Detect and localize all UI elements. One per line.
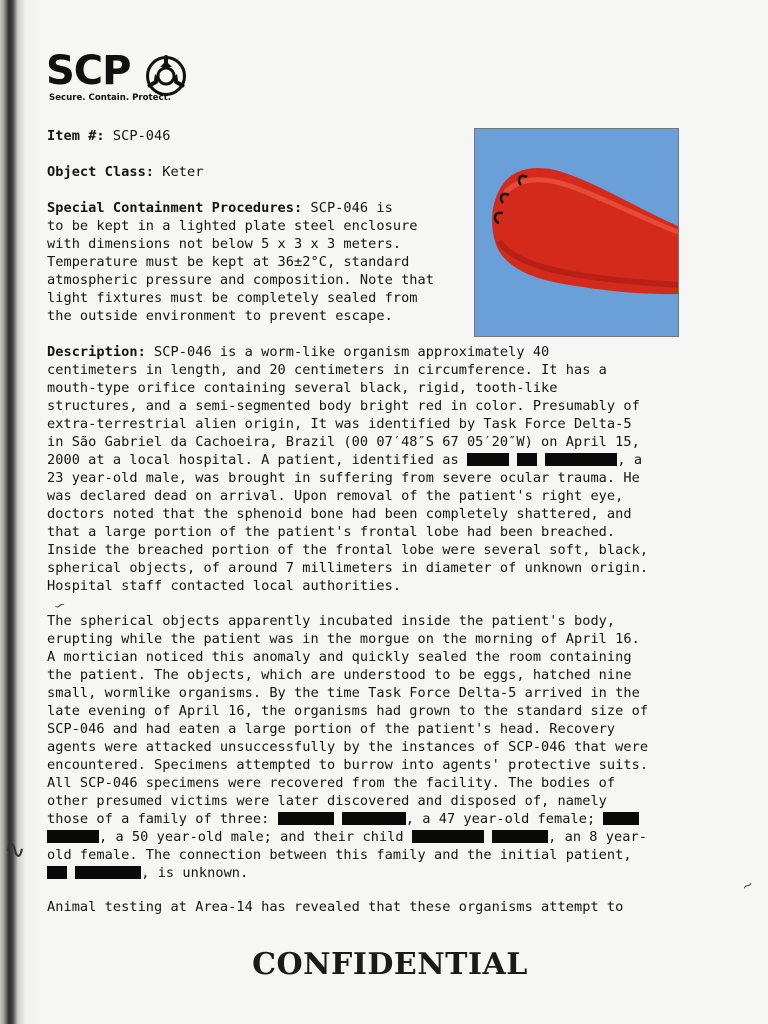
page-binding-edge [0,0,42,1024]
item-number-label: Item #: [47,128,105,144]
redaction-bar [412,830,484,843]
incident-line: agents were attacked unsuccessfully by the instances of SCP-046 that were [47,739,649,755]
logo-tagline: Secure. Contain. Protect. [49,93,171,103]
procedures-line: to be kept in a lighted plate steel enclosure [47,218,418,234]
family-text: , a 47 year-old female; [405,811,596,827]
description-line: was declared dead on arrival. Upon removal of the patient's right eye, [47,488,624,504]
incident-line [47,828,647,846]
procedures-line [47,199,393,217]
procedures-line: the outside environment to prevent escape. [47,308,393,324]
redaction-bar [467,453,509,466]
family-text: , is unknown. [141,865,249,881]
procedures-label: Special Containment Procedures: [47,200,303,216]
patient-text-end: , a [617,452,643,468]
testing-line: Animal testing at Area-14 has revealed that these organisms attempt to [47,899,624,915]
description-line: structures, and a semi-segmented body bright red in color. Presumably of [47,398,640,414]
object-class-value: Keter [162,164,204,180]
description-line: centimeters in length, and 20 centimeters in circumference. It has a [47,362,607,378]
description-text: SCP-046 is a worm-like organism approximately 40 [154,344,550,360]
description-line: doctors noted that the sphenoid bone had been completely shattered, and [47,506,632,522]
logo-wordmark: SCP [46,48,131,94]
incident-line [47,810,639,828]
incident-line: erupting while the patient was in the morgue on the morning of April 16. [47,631,640,647]
incident-line: The spherical objects apparently incubated inside the patient's body, [47,613,616,629]
family-text: , an 8 year- [548,829,647,845]
description-line: that a large portion of the patient's frontal lobe had been breached. [47,524,616,540]
scp-logo [46,50,196,106]
procedures-line: light fixtures must be completely sealed from [47,290,418,306]
confidential-stamp: CONFIDENTIAL [252,946,528,982]
patient-text: 2000 at a local hospital. A patient, identified as [47,452,459,468]
incident-line [47,864,248,882]
redaction-bar [278,812,334,825]
specimen-photo [474,128,679,337]
redaction-bar [342,812,406,825]
incident-line: old female. The connection between this family and the initial patient, [47,847,632,863]
family-text: , a 50 year-old male; and their child [99,829,404,845]
description-line: in São Gabriel da Cachoeira, Brazil (00 07′48″S 67 05′20″W) on April 15, [47,434,640,450]
redaction-bar [545,453,617,466]
redaction-bar [47,830,99,843]
incident-line: A mortician noticed this anomaly and quickly sealed the room containing [47,649,632,665]
ink-speck: ∼ [738,876,757,896]
description-line: Hospital staff contacted local authorities. [47,578,402,594]
margin-scribble: ∿ [4,835,26,865]
incident-line: All SCP-046 specimens were recovered from the facility. The bodies of [47,775,616,791]
specimen-illustration [475,129,679,337]
procedures-line: Temperature must be kept at 36±2°C, standard [47,254,410,270]
description-label: Description: [47,344,146,360]
object-class-label: Object Class: [47,164,155,180]
description-line [47,343,549,361]
incident-line: small, wormlike organisms. By the time Task Force Delta-5 arrived in the [47,685,640,701]
family-text: those of a family of three: [47,811,270,827]
incident-line: SCP-046 and had eaten a large portion of the patient's head. Recovery [47,721,616,737]
item-number-line [47,127,171,145]
incident-line: encountered. Specimens attempted to burrow into agents' protective suits. [47,757,649,773]
description-line: Inside the breached portion of the frontal lobe were several soft, black, [47,542,649,558]
item-number-value: SCP-046 [112,128,171,144]
redaction-bar [75,866,141,879]
description-line: spherical objects, of around 7 millimeters in diameter of unknown origin. [47,560,649,576]
handwritten-mark: ∽ [51,596,69,616]
redaction-bar [47,866,67,879]
incident-line: other presumed victims were later discovered and disposed of, namely [47,793,607,809]
procedures-line: with dimensions not below 5 x 3 x 3 meters. [47,236,402,252]
redaction-bar [517,453,537,466]
description-line: mouth-type orifice containing several black, rigid, tooth-like [47,380,558,396]
redaction-bar [492,830,548,843]
description-line [47,451,642,469]
object-class-line [47,163,203,181]
description-line: 23 year-old male, was brought in suffering from severe ocular trauma. He [47,470,640,486]
redaction-bar [603,812,639,825]
procedures-text: SCP-046 is [310,200,393,216]
incident-line: the patient. The objects, which are understood to be eggs, hatched nine [47,667,632,683]
procedures-line: atmospheric pressure and composition. Note that [47,272,435,288]
scp-seal-icon [145,55,187,97]
incident-line: late evening of April 16, the organisms had grown to the standard size of [47,703,649,719]
description-line: extra-terrestrial alien origin, It was identified by Task Force Delta-5 [47,416,632,432]
